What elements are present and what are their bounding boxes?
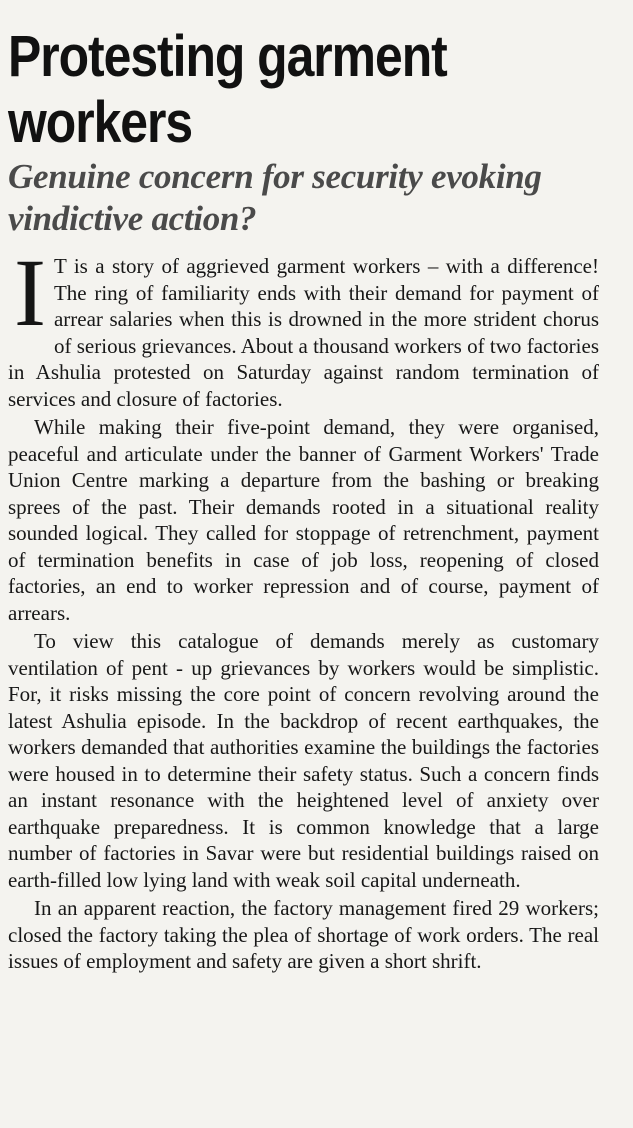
paragraph-4: In an apparent reaction, the factory management fired 29 workers; closed the factory taking the plea of shortage of work orders. The real issues of employment and safety are given a short shrift. — [8, 896, 599, 973]
paragraph-3: To view this catalogue of demands merely as customary ventilation of pent - up grievances by workers would be simplistic. For, it risks missing the core point of concern revolving around the latest Ashulia episode. In the backdrop of recent earthquakes, the workers demanded that authorities examine the buildings the factories were housed in to determine their safety status. Such a concern finds an instant resonance with the heightened level of anxiety over earthquake preparedness. It is common knowledge that a large number of factories in Savar were but residential buildings raised on earth-filled low lying land with weak soil capital underneath. — [8, 629, 599, 892]
article-body — [8, 239, 599, 975]
drop-cap: I — [14, 239, 46, 346]
headline: Protesting garment workers — [8, 24, 447, 155]
subheadline: Genuine concern for security evoking vindictive action? — [8, 157, 542, 238]
paragraph-2: While making their five-point demand, they were organised, peaceful and articulate under the banner of Garment Workers' Trade Union Centre marking a departure from the bashing or breaking sprees of the past. Their demands rooted in a situational reality sounded logical. They called for stoppage of retrenchment, payment of termination benefits in case of job loss, reopening of closed factories, an end to worker repression and of course, payment of arrears. — [8, 415, 599, 625]
paragraph-1 — [8, 239, 599, 412]
paragraph-1-text: T is a story of aggrieved garment workers – with a difference! The ring of familiarity ends with their demand for payment of arrear salaries when this is drowned in the more strident chorus of serious grievances. About a thousand workers of two factories in Ashulia protested on Saturday against random termination of services and closure of factories. — [8, 254, 599, 411]
